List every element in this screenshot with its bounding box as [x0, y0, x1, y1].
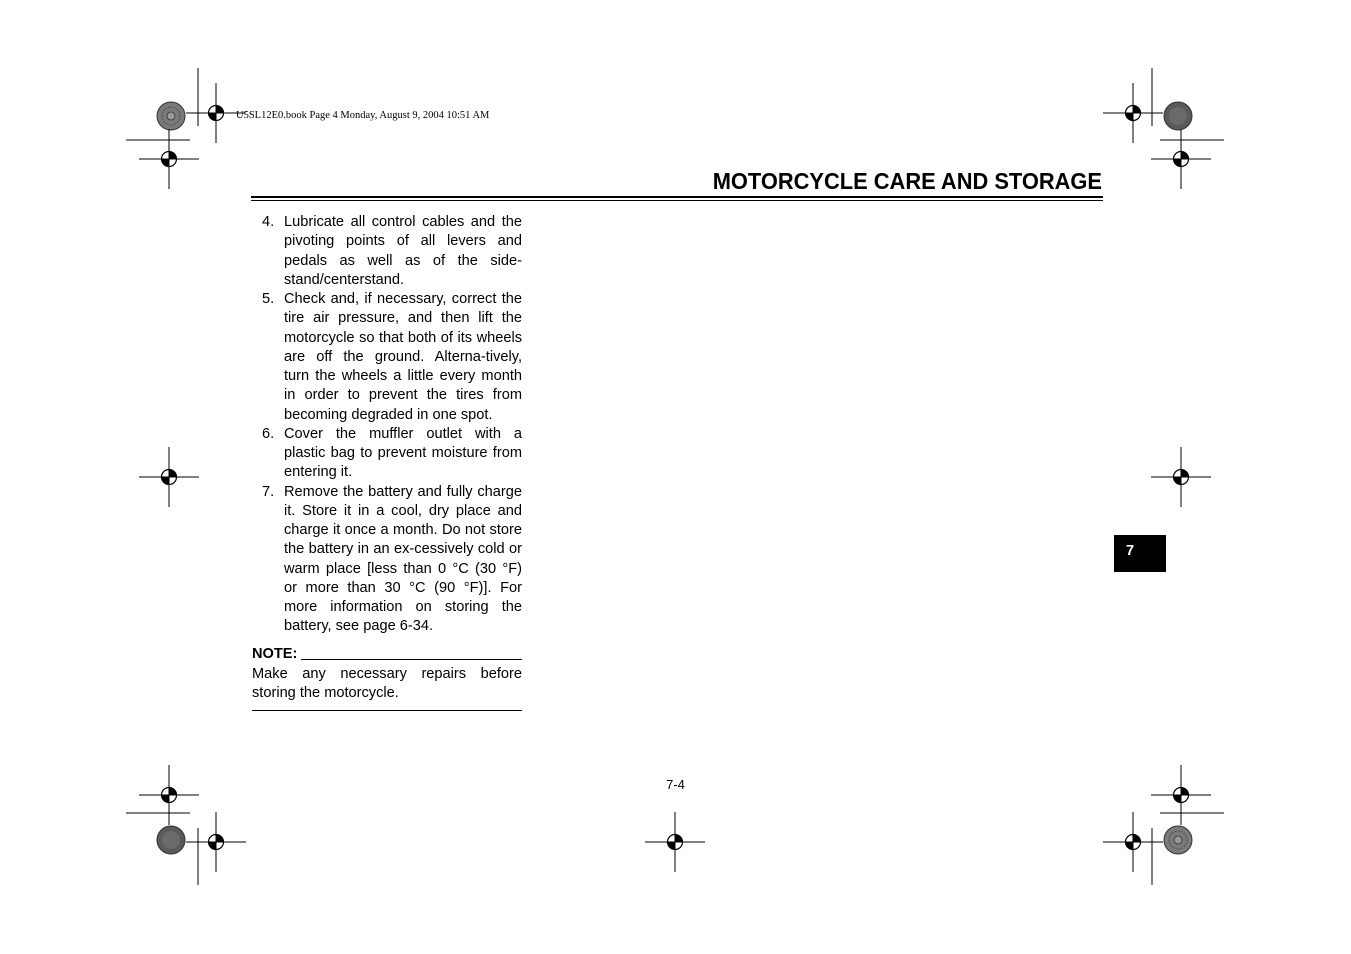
step-number: 4.	[262, 214, 275, 230]
crosshair-icon	[1151, 129, 1211, 189]
title-rule-bottom	[251, 200, 1103, 201]
registration-dot-icon	[1164, 102, 1192, 130]
crosshair-icon	[139, 447, 199, 507]
list-item	[252, 483, 522, 637]
registration-dot-icon	[157, 826, 185, 854]
crosshair-icon	[186, 812, 246, 872]
instruction-column	[252, 213, 522, 711]
step-text: Cover the muffler outlet with a plastic bag to prevent moisture from entering it.	[284, 425, 522, 481]
step-number: 5.	[262, 291, 275, 307]
step-number: 6.	[262, 425, 275, 442]
registration-burst-icon	[1164, 826, 1192, 854]
title-rule-top	[251, 196, 1103, 198]
crosshair-icon	[1151, 447, 1211, 507]
crosshair-icon	[1103, 83, 1163, 143]
step-text: Lubricate all control cables and the pivoting points of all levers and pedals as well as of the side-stand/centerstand.	[284, 214, 522, 288]
chapter-tab: 7	[1114, 535, 1166, 572]
list-item	[252, 425, 522, 483]
page-number: 7-4	[666, 777, 685, 792]
note-header	[252, 645, 522, 664]
section-title: MOTORCYCLE CARE AND STORAGE	[712, 168, 1102, 194]
note-text: Make any necessary repairs before storing the motorcycle.	[252, 665, 522, 701]
list-item	[252, 290, 522, 425]
crosshair-icon	[1151, 765, 1211, 825]
step-text: Check and, if necessary, correct the tire air pressure, and then lift the motorcycle so that both of its wheels are off the ground. Alterna-tively, turn the wheels a little every month in order to prevent the tires from becoming degraded in one spot.	[284, 291, 522, 423]
list-item	[252, 213, 522, 290]
crosshair-icon	[645, 812, 705, 872]
print-header: U5SL12E0.book Page 4 Monday, August 9, 2004 10:51 AM	[236, 110, 490, 121]
registration-burst-icon	[157, 102, 185, 130]
note-end-rule	[252, 710, 522, 711]
step-number: 7.	[262, 483, 275, 500]
crosshair-icon	[1103, 812, 1163, 872]
note-rule	[301, 659, 522, 660]
note-label: NOTE:	[252, 645, 298, 662]
crosshair-icon	[139, 765, 199, 825]
step-text: Remove the battery and fully charge it. Store it in a cool, dry place and charge it once a month. Do not store the battery in an ex-cessively cold or warm place [less than 0 °C (30 °F) or more than 30 °C (90 °F)]. For more information on storing the battery, see page 6-34.	[284, 483, 522, 635]
storage-steps-list	[252, 213, 522, 637]
crosshair-icon	[139, 129, 199, 189]
